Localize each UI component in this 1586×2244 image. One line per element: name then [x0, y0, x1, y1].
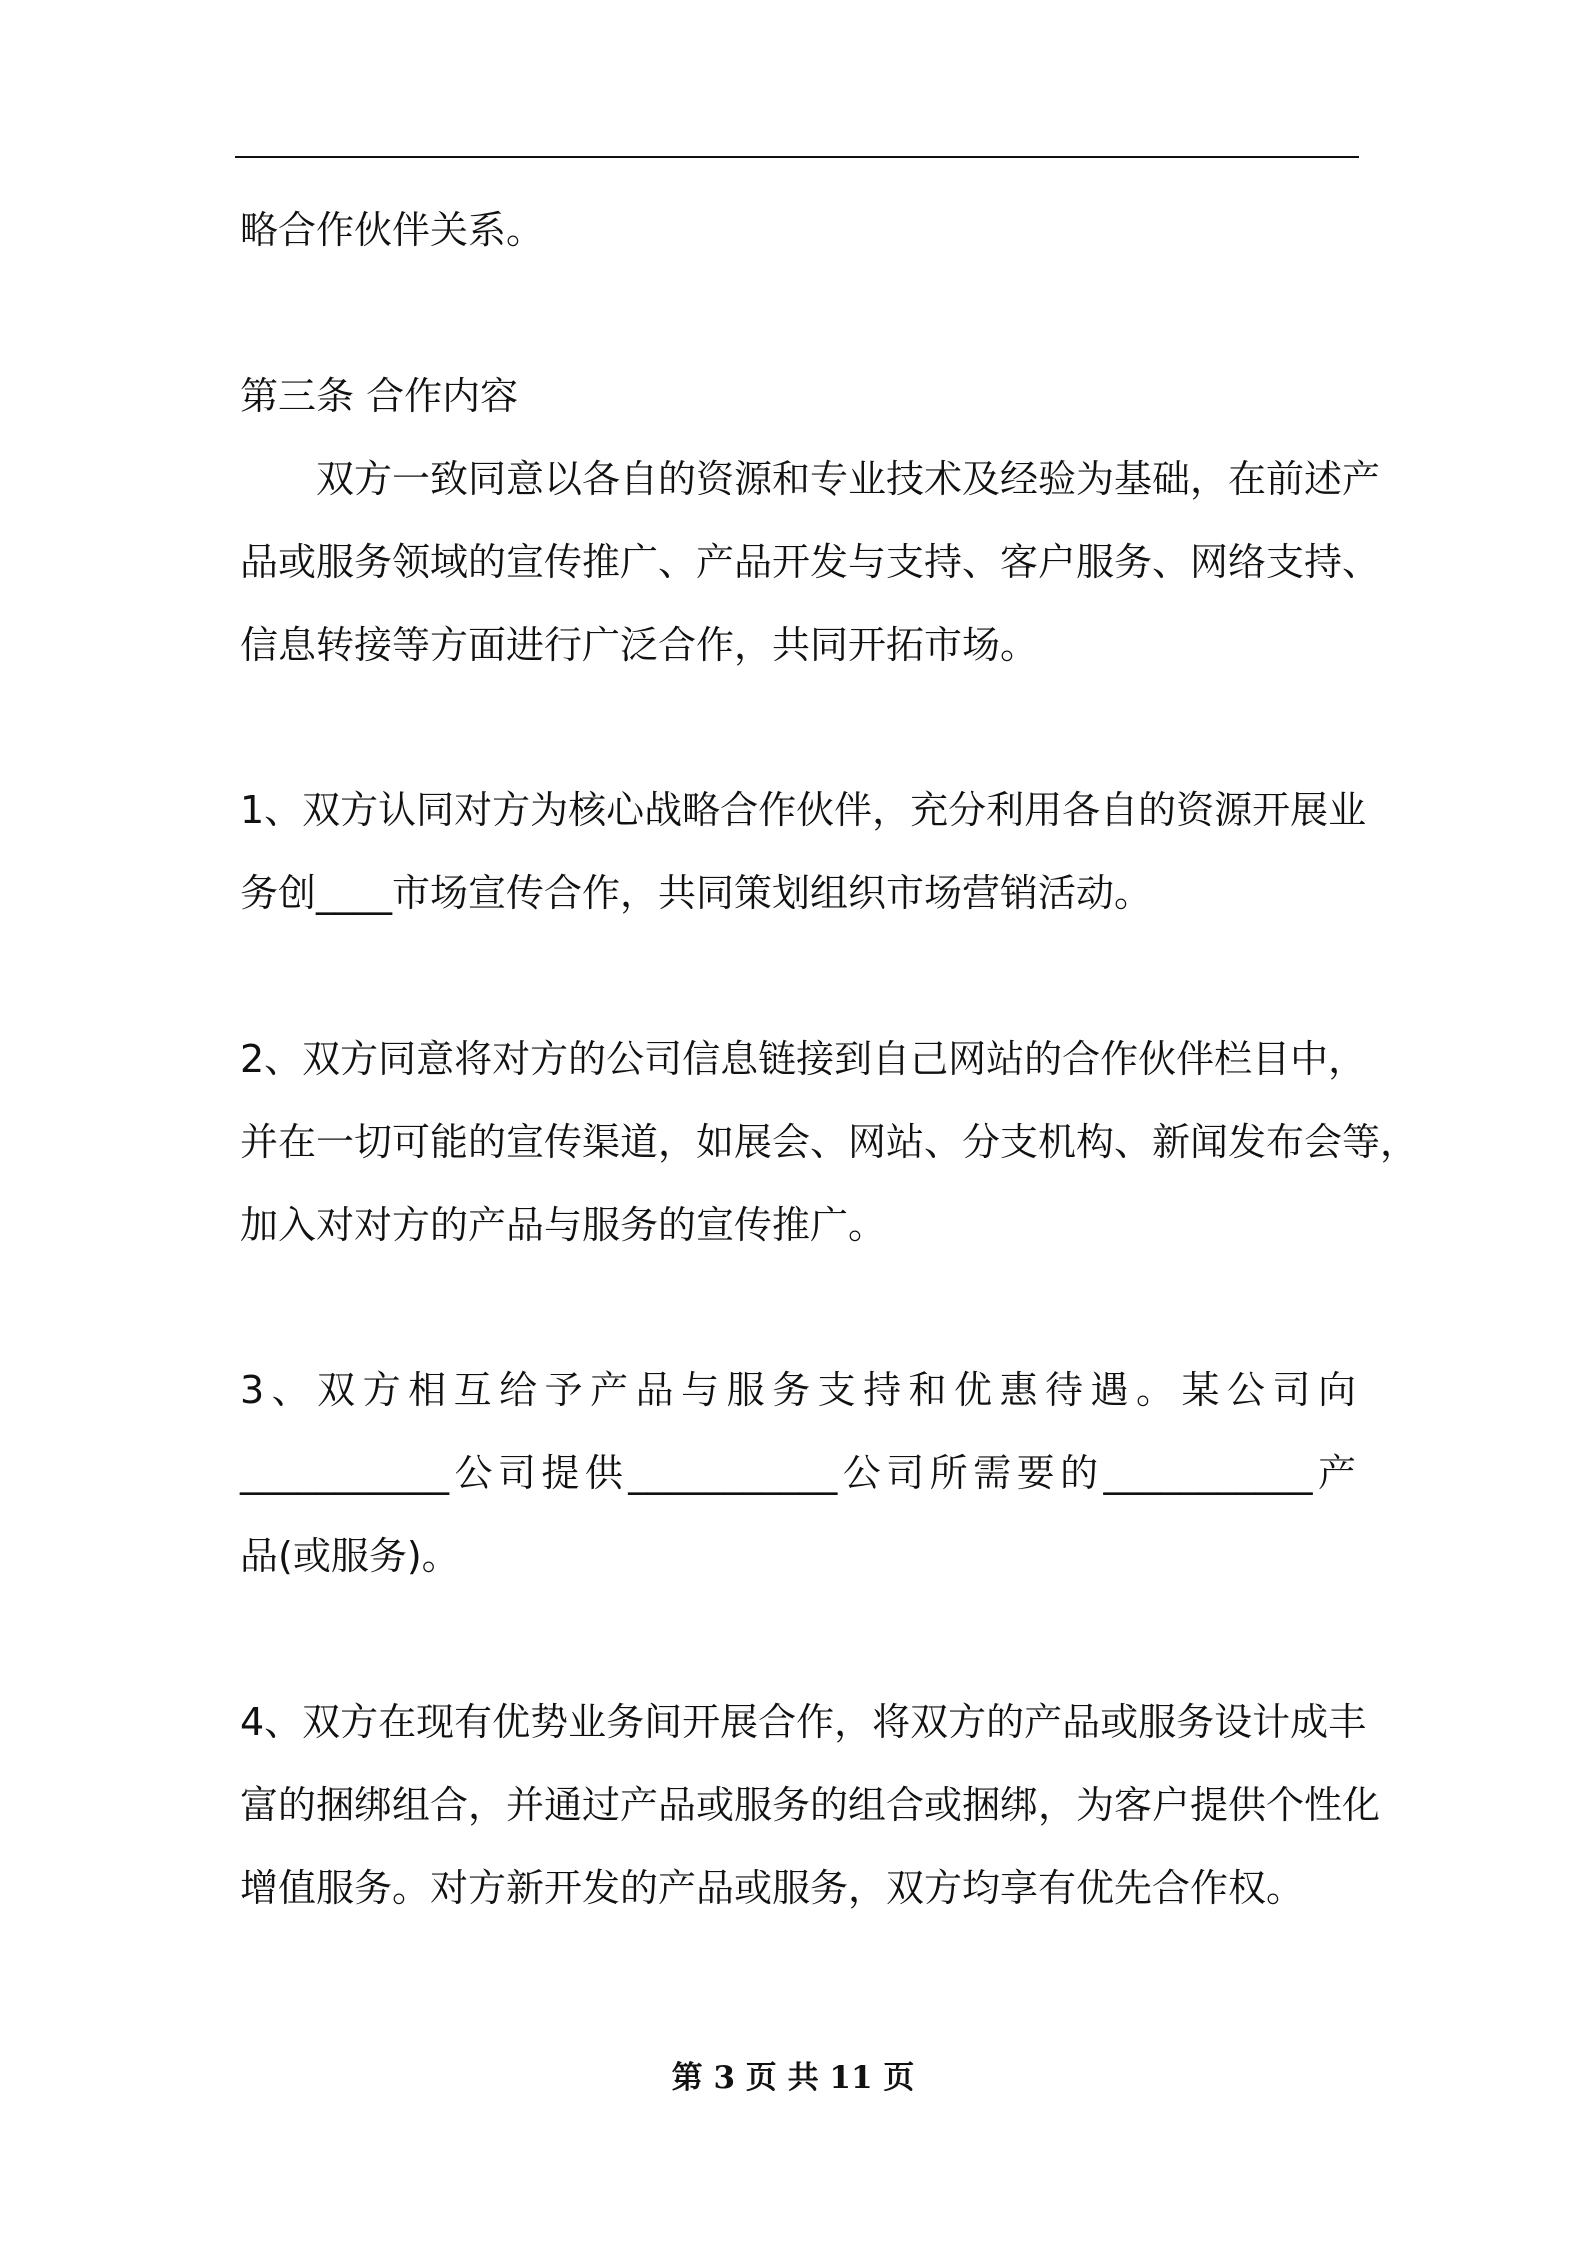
- text-line-4: 品或服务领域的宣传推广、产品开发与支持、客户服务、网络支持、: [240, 540, 1381, 584]
- item-2-line-1: 2、双方同意将对方的公司信息链接到自己网站的合作伙伴栏目中，: [240, 1037, 1367, 1081]
- item-4-line-3: 增值服务。对方新开发的产品或服务，双方均享有优先合作权。: [240, 1866, 1305, 1910]
- text-line-3: 双方一致同意以各自的资源和专业技术及经验为基础，在前述产: [316, 457, 1381, 501]
- text-line-5: 信息转接等方面进行广泛合作，共同开拓市场。: [240, 623, 1039, 667]
- item-2-line-3: 加入对对方的产品与服务的宣传推广。: [240, 1203, 887, 1247]
- item-3-line-3: 品(或服务)。: [240, 1534, 460, 1578]
- header-rule: [235, 156, 1359, 158]
- text-line-1: 略合作伙伴关系。: [240, 208, 545, 252]
- item-2-line-2: 并在一切可能的宣传渠道，如展会、网站、分支机构、新闻发布会等，: [240, 1120, 1419, 1164]
- page-number: 第 3 页 共 11 页: [671, 2060, 915, 2096]
- item-1-line-2: 务创____市场宣传合作，共同策划组织市场营销活动。: [240, 871, 1153, 915]
- item-3-line-2: ___________公司提供___________公司所需要的___________产: [240, 1451, 1356, 1495]
- item-4-line-1: 4、双方在现有优势业务间开展合作，将双方的产品或服务设计成丰: [240, 1700, 1367, 1744]
- article-heading: 第三条 合作内容: [240, 374, 519, 418]
- item-1-line-1: 1、双方认同对方为核心战略合作伙伴，充分利用各自的资源开展业: [240, 788, 1367, 832]
- item-4-line-2: 富的捆绑组合，并通过产品或服务的组合或捆绑，为客户提供个性化: [240, 1783, 1381, 1827]
- item-3-line-1: 3、双方相互给予产品与服务支持和优惠待遇。某公司向: [240, 1368, 1356, 1412]
